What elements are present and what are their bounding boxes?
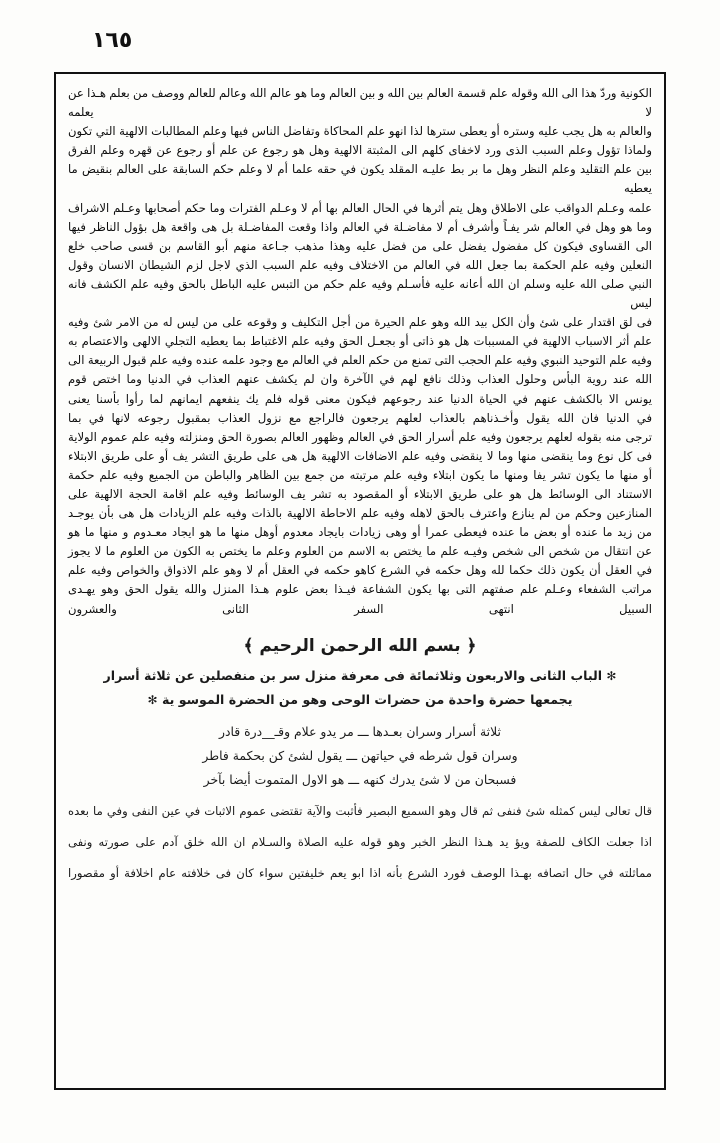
main-line: المنازعين وحكم من لم ينازع واعترف بالحق لاهله وفيه علم الاحاطة الالهية بالذات وفيه علم الزيادات هل هى بأن يوجـد [68,506,652,521]
main-line: أو منها ما يكون تشر يفا ومنها ما يكون ابتلاء وفيه علم مرتبته من جمع بين الظاهر والباطن من الجميع وفيه علم حكمة [68,467,652,482]
main-line: من زيد ما عنده أو بعض ما عنده فيعطى عمرا أو وهى زيادات بايجاد معدوم أوهل منها ما هو ايجاد معـدوم و منها ما هو [68,525,652,540]
main-line: في العقل أن يكون ذلك حكما لله وهل حكمه في الشرع كاهو حكمه في العقل أم لا وهو علم الاذواق والخواص وفيه علم [68,563,652,578]
chapter-subheading [68,689,652,711]
main-line: النبي صلى الله عليه وسلم ان الله أعانه عليه فأسـلم وفيه علم حكم من التبس عليه الباطل بالحق وفيه علم الكشف فانه ليس [68,276,652,311]
closing-line: قال تعالى ليس كمثله شئ فنفى ثم قال وهو السميع البصير فأثبت والآية تقتضى عموم الاثبات في عين النفى وفي ما بعده [68,804,652,819]
verse-line: وسران قول شرطه في حياتهن ـــ يقول لشئ كن بحكمة فاطر [202,747,518,763]
closing-line: مماثلته في حال اتصافه بهـذا الوصف فورد الشرع بأنه اذا ابو يعم خليفتين سواء كان فى خلافته عام اخلافة أو مقصورا [68,865,652,880]
main-line: وما هو وهل في العالم شر يفـاً وأشرف أم لا مفاضـلة في العالم واذا وقعت المفاضـلة بل هى واقعة هل بؤول الناظر فيها [68,219,652,234]
main-line: بين علم التقليد وعلم النظر وهل ما بر بط عليـه المقلد يكون في حقه علما أم لا وعلم حكم السابقة على العالم بنقيض ما يعطيه [68,162,652,196]
main-line: عن انتقال من شخص الى شخص وفيـه علم ما يختص به الاسم من العلوم وعلم ما يختص به الكون من العلوم ما لا يجوز [68,544,652,559]
main-line: فى لق اقتدار على شئ وأن الكل بيد الله وهو علم الحيرة من أجل التكليف و وقوعه على من ليس له من الامر شئ وفيه [68,315,652,330]
main-line: الكونية وردّ هذا الى الله وقوله علم قسمة العالم بين الله و بين العالم وما هو عالم الله وعالم للعالم ووصف من بعلم هـذا عن لا يعلمه [68,86,652,120]
main-line: الاستناد الى الوسائط هل هو على طريق الابتلاء أو المقصود به تشر يف الوسائط وفيه علم اقامة الحجة الالهية على [68,486,652,501]
main-line: ترجى منه بقوله لعلهم يرجعون وفيه علم أسرار الحق في العالم وظهور العالم بصورة الحق ومنزلته وفيه علم عموم الولاية [68,429,652,444]
basmala-line: ﴿ بسم الله الرحمن الرحيم ﴾ [243,635,477,656]
page-number: ١٦٥ [92,28,133,53]
main-paragraph [68,84,652,619]
text-frame [54,72,666,1090]
closing-paragraph [68,802,652,882]
main-line: علمه وعـلم الدواقب على الاطلاق وهل يتم أثرها في الحال العالم بها أم لا وعـلم الفترات وما حكم أصحابها وعـلم الاشراف [68,200,652,215]
chapter-heading [68,665,652,687]
main-line: النعلين وفيه علم الحكمة بما جعل الله في العالم من الاختلاف وفيه علم السبب الذي لاجل لزم الشيطان الانسان وقول [68,257,652,272]
main-line: فى كل نوع وما ينقضى منها وما لا ينقضى وفيه علم الاضافات الالهية هل هى على طريق التشر يف أو على طريق الابتلاء [68,448,652,463]
main-line: علم أثر الاسباب الالهية في المسببات هل هو ذاتى أو بجعـل الحق وفيه علم الاغتباط بما يعطيه التجلي الالهى والاعتصام به [68,334,652,349]
main-line: وفيه علم التوحيد النبوي وفيه علم الحجب التى تمنع من حكم العلم في العالم مع وجود علمه عنده وفيه علم قبول الربيعة الى [68,353,652,368]
star-icon: ✻ [147,692,158,707]
main-line: الله عند روية البأس وحلول العذاب وذلك نافع لهم في الآخرة وان لم يكشف عنهم العذاب في الدنيا وما اختص قوم [68,372,652,387]
closing-line: اذا جعلت الكاف للصفة ويؤ يد هـذا النظر الخبر وهو قوله عليه الصلاة والسـلام ان الله خلق آدم على صورته ونفى [68,834,652,849]
main-line: الى القساوى فيكون كل مفضول يفضل على من فضل عليه وهذا مذهب جـاعة منهم أبو القاسم بن قسى صاحب خلع [68,238,652,253]
main-line: مراتب الشفعاء وعـلم علم صفتهم التى بها يكون الشفاعة فيـذا بعض علوم هـذا المنزل والله يقول الحق وهو يهـدى [68,582,652,597]
chapter-heading-line-2: يجمعها حضرة واحدة من حضرات الوحى وهو من الحضرة الموسو ية [161,691,573,707]
verse-line: فسبحان من لا شئ يدرك كنهه ـــ هو الاول المتموت أيضا بآخر [203,771,517,787]
main-line: يونس الا بالكشف عنهم في الحياة الدنيا عند رجوعهم فيكون معنى قوله فلم يك ينفعهم ايمانهم لما رأوا بأسنا يعنى [68,391,652,406]
spacer [68,713,652,719]
main-line: ولماذا تؤول وعلم السبب الذى ورد لاخفاى كلهم الى المثبتة الالهية وهل هو رجوع عن علم أو رجوع عن قهره وعلم الفرق [68,143,652,158]
star-icon: ✻ [606,668,617,683]
chapter-heading-line-1: الباب الثانى والاربعون وثلاثمائة فى معرفة منزل سر بن منفصلين عن ثلاثة أسرار [103,667,603,683]
verse-line: ثلاثة أسرار وسران بعـدها ـــ مر يدو علام وقـ__درة قادر [219,723,501,739]
main-line: السبيل انتهى السفر الثانى والعشرون [68,601,652,616]
main-line: في الدنيا فان الله يقول وأخـذناهم بالعذاب لعلهم يرجعون فالراجع مع نزول العذاب بمقبول رجوعه لانها في بما [68,410,652,425]
main-line: والعالم به هل يجب عليه وستره أو يعطى سترها لذا انهو علم المحاكاة وتفاضل الناس فيها وعلم المطالبات الالهية التي تكون [68,124,652,139]
